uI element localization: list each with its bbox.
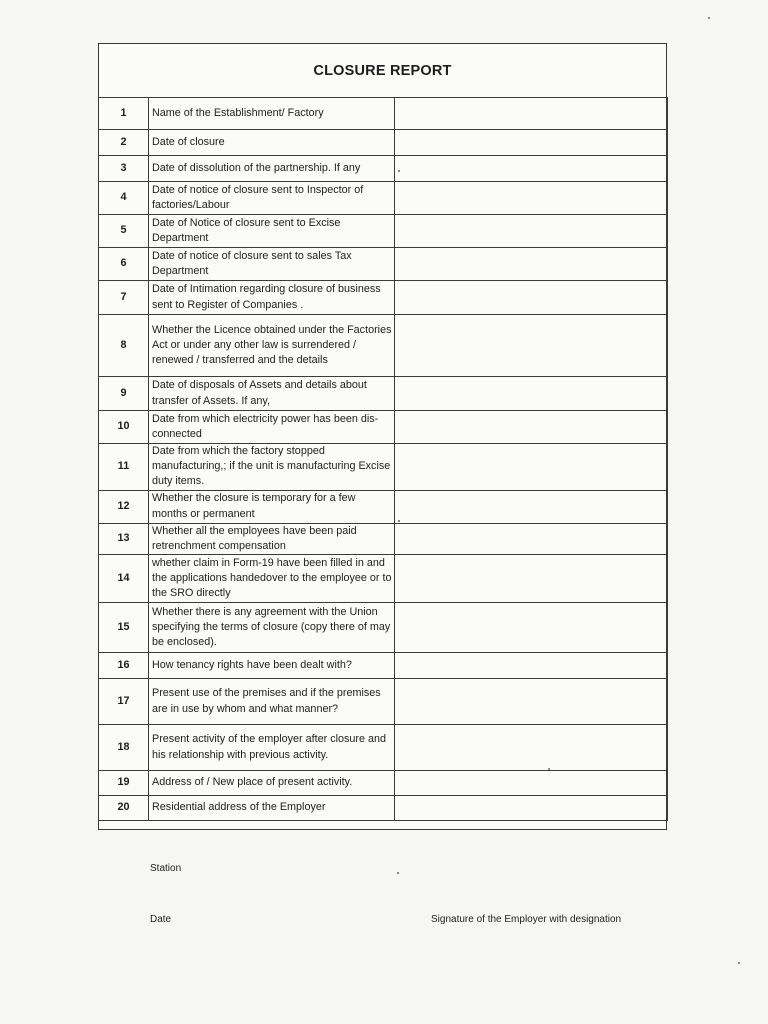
answer-cell[interactable] [395,796,668,821]
answer-cell[interactable] [395,315,668,377]
form-row [99,130,668,156]
row-number: 7 [99,281,149,315]
scan-speck [398,170,400,172]
answer-cell[interactable] [395,156,668,182]
answer-cell[interactable] [395,411,668,444]
row-number: 10 [99,411,149,444]
form-row [99,679,668,725]
row-question: Present activity of the employer after closure and his relationship with previous activity. [149,725,395,771]
answer-cell[interactable] [395,98,668,130]
row-question: Address of / New place of present activity. [149,771,395,796]
closure-report-form [98,43,667,830]
scan-speck [548,768,550,770]
form-row [99,725,668,771]
row-number: 11 [99,444,149,491]
form-row [99,182,668,215]
row-number: 3 [99,156,149,182]
row-number: 4 [99,182,149,215]
row-question: Whether the Licence obtained under the Factories Act or under any other law is surrendered / renewed / transferred and the details [149,315,395,377]
answer-cell[interactable] [395,215,668,248]
row-number: 17 [99,679,149,725]
answer-cell[interactable] [395,490,668,523]
answer-cell[interactable] [395,603,668,653]
form-row [99,444,668,491]
answer-cell[interactable] [395,679,668,725]
form-row [99,796,668,821]
form-row [99,523,668,554]
form-row [99,555,668,603]
row-question: Date of notice of closure sent to sales Tax Department [149,248,395,281]
row-number: 15 [99,603,149,653]
scan-speck [397,872,399,874]
row-number: 2 [99,130,149,156]
row-question: Date from which the factory stopped manufacturing,; if the unit is manufacturing Excise duty items. [149,444,395,491]
form-row [99,377,668,411]
date-label: Date [150,914,172,925]
row-number: 13 [99,523,149,554]
row-question: How tenancy rights have been dealt with? [149,653,395,679]
row-number: 12 [99,490,149,523]
row-question: Date of Intimation regarding closure of business sent to Register of Companies . [149,281,395,315]
row-question: Whether the closure is temporary for a few months or permanent [149,490,395,523]
form-row [99,771,668,796]
answer-cell[interactable] [395,444,668,491]
scan-speck [708,17,710,19]
row-question: Present use of the premises and if the premises are in use by whom and what manner? [149,679,395,725]
row-number: 19 [99,771,149,796]
answer-cell[interactable] [395,725,668,771]
row-question: Name of the Establishment/ Factory [149,98,395,130]
answer-cell[interactable] [395,771,668,796]
row-question: Date of Notice of closure sent to Excise Department [149,215,395,248]
form-row [99,156,668,182]
form-row [99,315,668,377]
answer-cell[interactable] [395,555,668,603]
row-number: 9 [99,377,149,411]
answer-cell[interactable] [395,248,668,281]
answer-cell[interactable] [395,130,668,156]
answer-cell[interactable] [395,653,668,679]
row-number: 8 [99,315,149,377]
form-row [99,281,668,315]
row-number: 5 [99,215,149,248]
form-row [99,98,668,130]
row-question: Whether all the employees have been paid retrenchment compensation [149,523,395,554]
row-number: 6 [99,248,149,281]
form-row [99,653,668,679]
station-label: Station [150,863,182,874]
answer-cell[interactable] [395,523,668,554]
row-question: Residential address of the Employer [149,796,395,821]
form-row [99,490,668,523]
scan-speck [738,962,740,964]
answer-cell[interactable] [395,377,668,411]
answer-cell[interactable] [395,281,668,315]
row-question: Date of notice of closure sent to Inspector of factories/Labour [149,182,395,215]
row-question: Date of disposals of Assets and details about transfer of Assets. If any, [149,377,395,411]
row-question: Date of dissolution of the partnership. If any [149,156,395,182]
signature-label: Signature of the Employer with designation [431,914,622,925]
row-number: 20 [99,796,149,821]
row-number: 16 [99,653,149,679]
row-question: whether claim in Form-19 have been filled in and the applications handedover to the employee or to the SRO directly [149,555,395,603]
scan-speck [398,520,400,522]
answer-cell[interactable] [395,182,668,215]
row-number: 18 [99,725,149,771]
form-table [98,97,668,821]
row-question: Date of closure [149,130,395,156]
form-row [99,248,668,281]
form-row [99,603,668,653]
row-number: 1 [99,98,149,130]
form-row [99,411,668,444]
row-question: Date from which electricity power has been dis-connected [149,411,395,444]
row-number: 14 [99,555,149,603]
form-row [99,215,668,248]
row-question: Whether there is any agreement with the Union specifying the terms of closure (copy there of may be enclosed). [149,603,395,653]
form-title: CLOSURE REPORT [99,44,666,98]
